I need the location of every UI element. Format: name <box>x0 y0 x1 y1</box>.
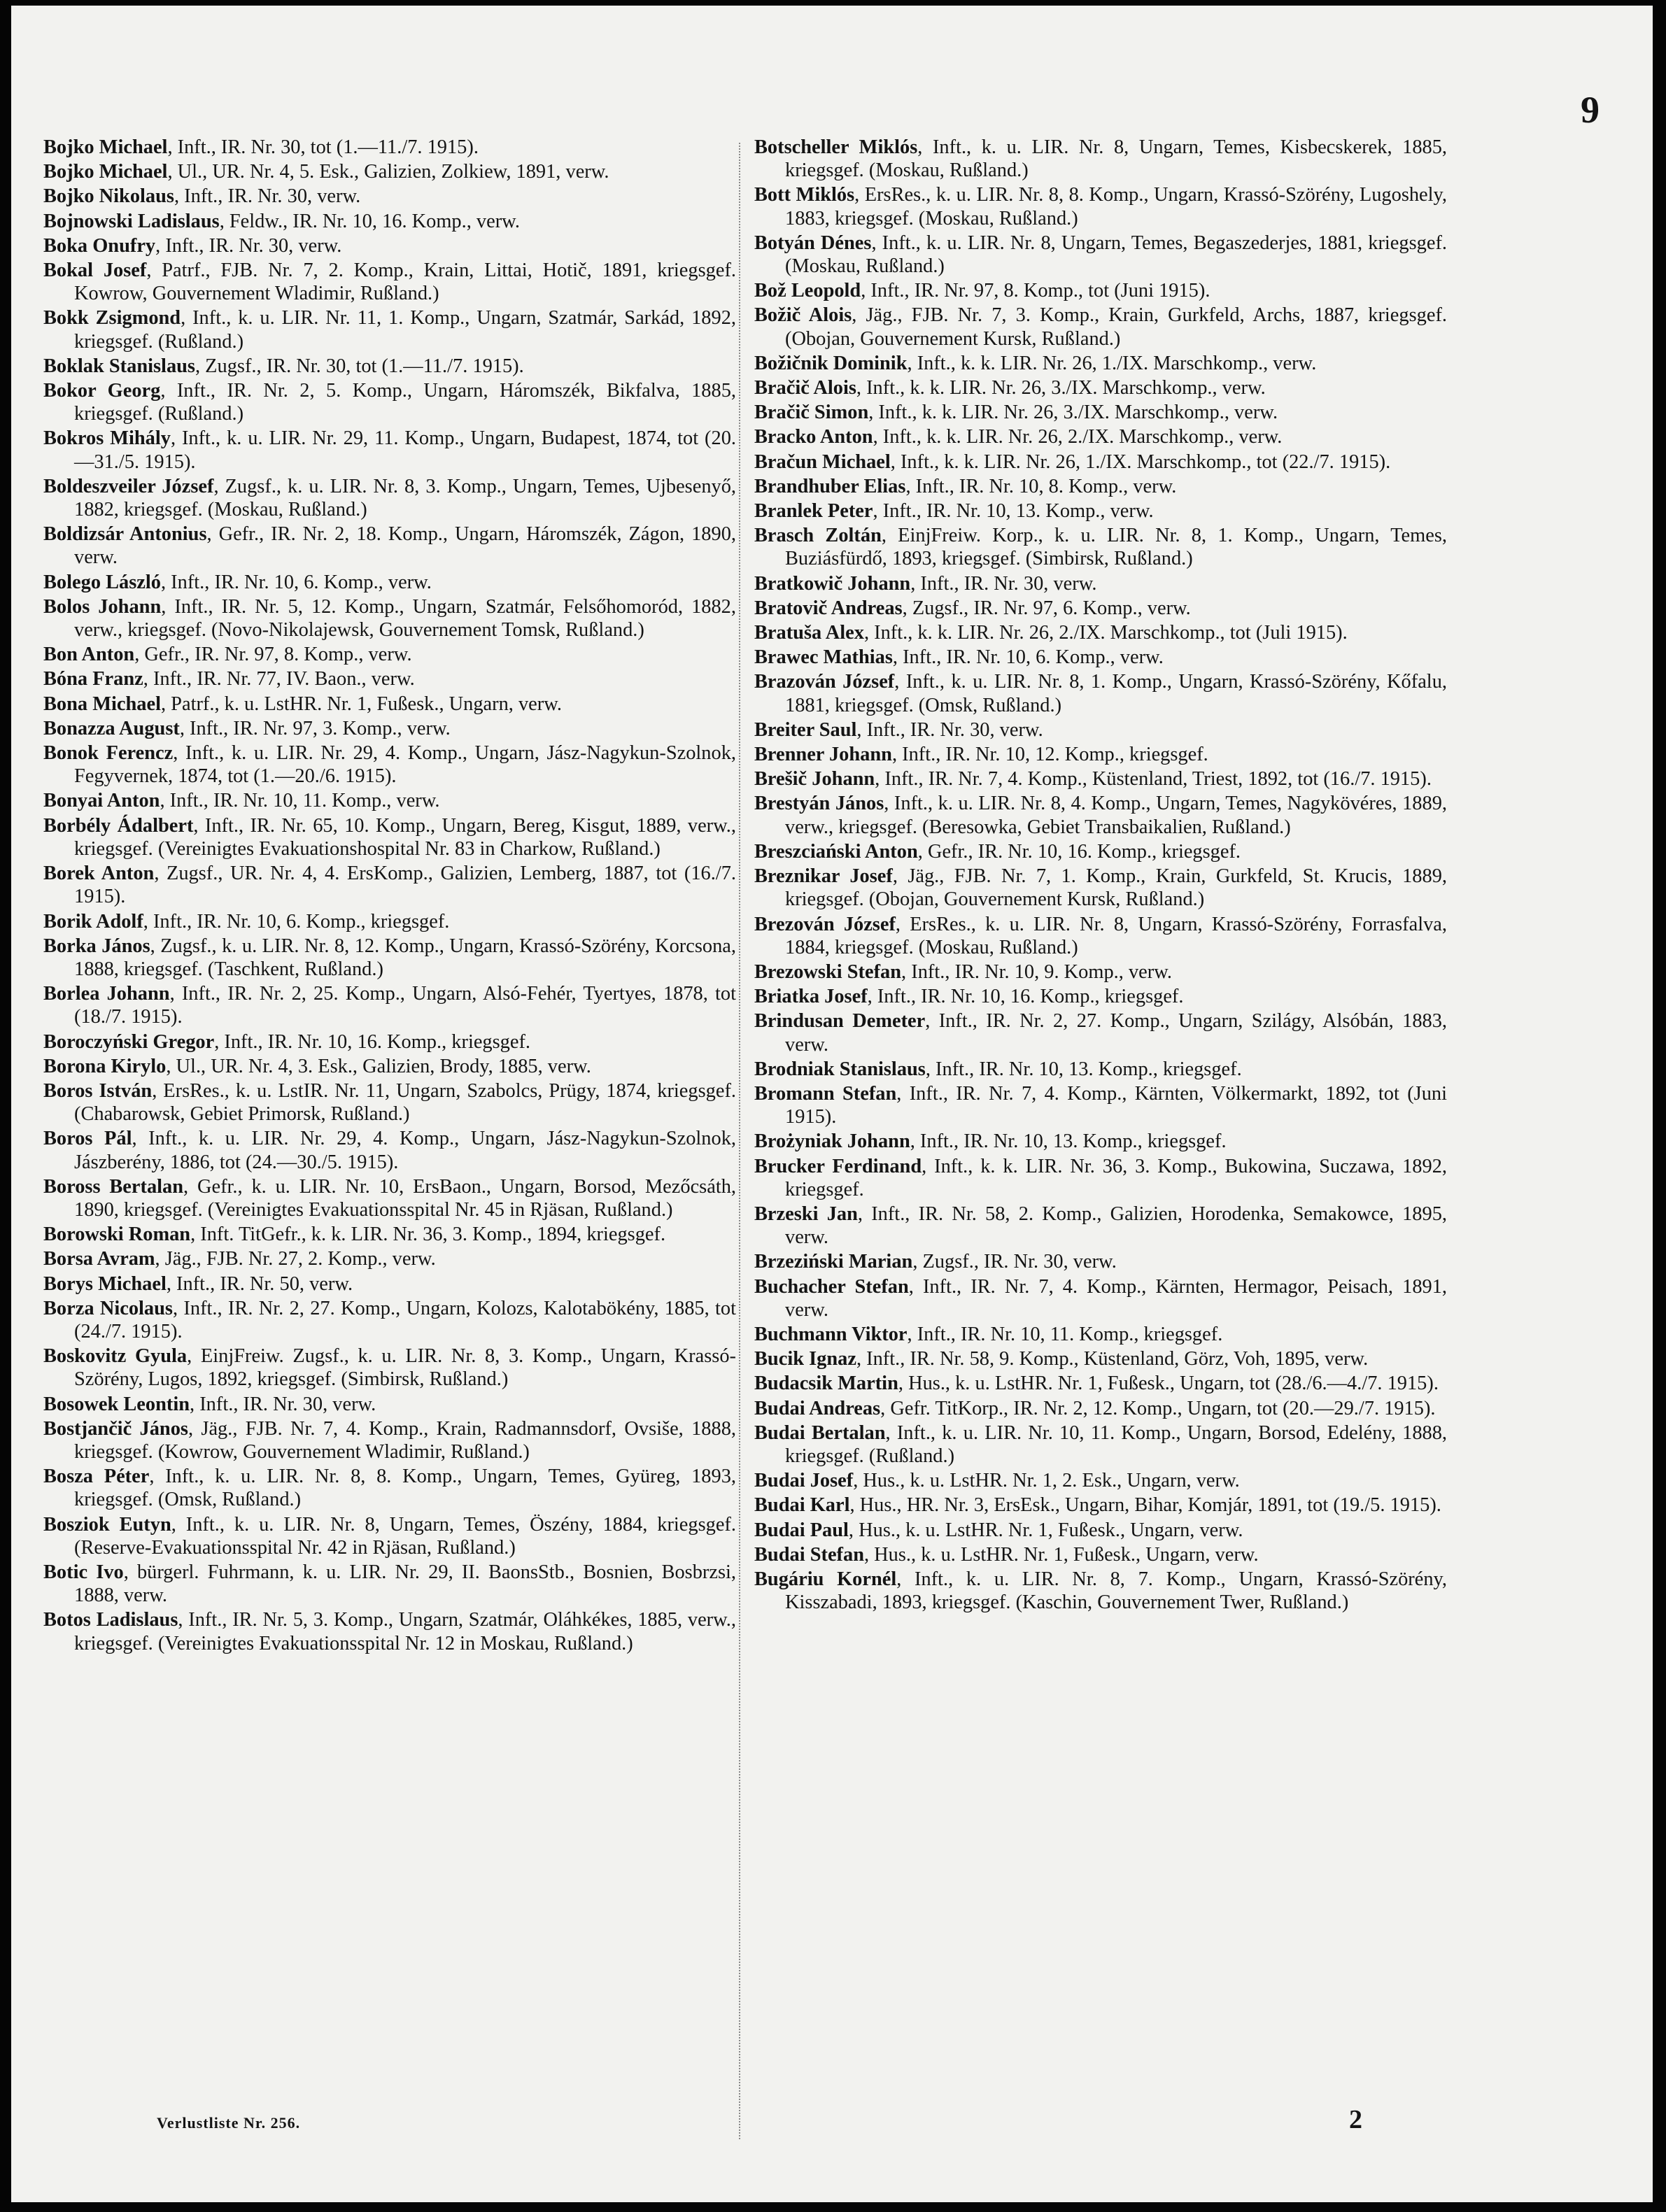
entry-name: Božič Alois <box>754 304 852 327</box>
entry-details: , Inft., IR. Nr. 30, verw. <box>155 234 342 257</box>
casualty-entry <box>43 1393 736 1416</box>
casualty-entry <box>754 597 1447 620</box>
casualty-entry <box>754 913 1447 959</box>
casualty-entry <box>754 670 1447 716</box>
entry-name: Bosziok Eutyn <box>43 1513 171 1536</box>
entry-name: Boroczyński Gregor <box>43 1030 215 1053</box>
entry-details: , Inft., IR. Nr. 30, verw. <box>910 572 1097 595</box>
column-divider <box>739 143 740 2139</box>
entry-details: , Jäg., FJB. Nr. 7, 4. Komp., Krain, Radmannsdorf, Ovsiše, 1888, kriegsgef. (Kowrow, Gouvernement Wladimir, Rußland.) <box>74 1417 736 1463</box>
entry-name: Bokal Josef <box>43 260 147 282</box>
entry-name: Bož Leopold <box>754 280 861 302</box>
entry-name: Bóna Franz <box>43 668 143 690</box>
entry-name: Bratuša Alex <box>754 622 864 644</box>
entry-name: Boklak Stanislaus <box>43 355 195 377</box>
casualty-entry <box>43 355 736 378</box>
casualty-entry <box>754 1323 1447 1346</box>
casualty-entry <box>754 524 1447 570</box>
casualty-entry <box>43 814 736 860</box>
entry-details: , Inft., IR. Nr. 7, 4. Komp., Küstenland, Triest, 1892, tot (16./7. 1915). <box>875 768 1432 790</box>
entry-name: Botyán Dénes <box>754 232 872 254</box>
document-page <box>11 6 1653 2202</box>
entry-details: , Zugsf., IR. Nr. 30, tot (1.—11./7. 1915). <box>195 355 524 377</box>
entry-details: , Inft., k. k. LIR. Nr. 26, 2./IX. Marschkomp., verw. <box>873 426 1283 448</box>
casualty-entry <box>43 1223 736 1246</box>
entry-name: Boka Onufry <box>43 234 156 257</box>
casualty-entry <box>43 643 736 666</box>
entry-details: , Inft., IR. Nr. 30, tot (1.—11./7. 1915). <box>167 136 479 158</box>
casualty-entry <box>43 1417 736 1463</box>
casualty-entry <box>43 1175 736 1221</box>
casualty-entry <box>754 792 1447 838</box>
casualty-entry <box>754 1397 1447 1420</box>
entry-name: Borowski Roman <box>43 1224 191 1246</box>
casualty-entry <box>754 475 1447 498</box>
entry-details: , Inft., k. k. LIR. Nr. 26, 2./IX. Marschkomp., tot (Juli 1915). <box>863 622 1348 644</box>
entry-details: , Inft., IR. Nr. 65, 10. Komp., Ungarn, Bereg, Kisgut, 1889, verw., kriegsgef. (Vereinigtes Evakuationshospital Nr. 83 in Charkow, Rußland.) <box>74 814 736 860</box>
entry-details: , Ul., UR. Nr. 4, 5. Esk., Galizien, Zolkiew, 1891, verw. <box>167 161 609 183</box>
entry-name: Borza Nicolaus <box>43 1297 173 1319</box>
casualty-entry <box>754 1009 1447 1056</box>
entry-name: Bojko Michael <box>43 136 168 158</box>
casualty-entry <box>43 1272 736 1296</box>
entry-details: , Hus., k. u. LstHR. Nr. 1, Fußesk., Ungarn, verw. <box>863 1543 1259 1566</box>
casualty-entry <box>43 1345 736 1391</box>
entry-details: , Inft., k. k. LIR. Nr. 36, 3. Komp., Bukowina, Suczawa, 1892, kriegsgef. <box>785 1155 1447 1200</box>
entry-details: , Inft., IR. Nr. 10, 9. Komp., verw. <box>901 960 1172 983</box>
entry-name: Bromann Stefan <box>754 1082 897 1105</box>
casualty-entry <box>754 1250 1447 1273</box>
casualty-entry <box>754 1543 1447 1566</box>
entry-name: Briatka Josef <box>754 986 868 1008</box>
casualty-entry <box>754 304 1447 350</box>
entry-name: Brawec Mathias <box>754 646 893 669</box>
entry-details: , Inft., IR. Nr. 7, 4. Komp., Kärnten, Hermagor, Peisach, 1891, verw. <box>785 1275 1448 1321</box>
casualty-entry <box>43 1297 736 1343</box>
casualty-entry <box>754 232 1447 278</box>
entry-details: , Inft., k. u. LIR. Nr. 8, Ungarn, Temes, Öszény, 1884, kriegsgef. (Reserve-Evakuationsspital Nr. 42 in Rjäsan, Rußland.) <box>74 1513 736 1559</box>
casualty-entry <box>43 717 736 740</box>
casualty-entry <box>754 183 1447 229</box>
entry-name: Bostjančič János <box>43 1417 188 1440</box>
entry-name: Borik Adolf <box>43 910 143 933</box>
casualty-entry <box>43 910 736 933</box>
entry-name: Bratovič Andreas <box>754 597 903 619</box>
entry-details: , Inft., k. u. LIR. Nr. 8, 4. Komp., Ungarn, Temes, Nagykövéres, 1889, verw., kriegsgef. (Beresowka, Gebiet Transbaikalien, Rußland.) <box>785 793 1447 838</box>
casualty-entry <box>754 572 1447 595</box>
entry-name: Breznikar Josef <box>754 865 893 888</box>
casualty-entry <box>754 401 1447 424</box>
casualty-entry <box>43 571 736 594</box>
entry-name: Bojnowski Ladislaus <box>43 210 220 232</box>
entry-name: Bracko Anton <box>754 426 873 448</box>
casualty-entry <box>754 376 1447 399</box>
entry-name: Boskovitz Gyula <box>43 1345 188 1368</box>
entry-details: , Inft., k. k. LIR. Nr. 26, 1./IX. Marschkomp., verw. <box>907 352 1317 374</box>
entry-details: , Feldw., IR. Nr. 10, 16. Komp., verw. <box>219 210 520 232</box>
entry-name: Breiter Saul <box>754 718 857 741</box>
entry-name: Borka János <box>43 935 150 957</box>
entry-details: , Inft., IR. Nr. 2, 25. Komp., Ungarn, Alsó-Fehér, Tyertyes, 1878, tot (18./7. 1915). <box>74 983 736 1028</box>
entry-details: , Inft., IR. Nr. 58, 9. Komp., Küstenland, Görz, Voh, 1895, verw. <box>856 1348 1369 1370</box>
entry-details: , Inft. TitGefr., k. k. LIR. Nr. 36, 3. Komp., 1894, kriegsgef. <box>190 1224 666 1246</box>
right-column <box>754 136 1447 1615</box>
entry-details: , bürgerl. Fuhrmann, k. u. LIR. Nr. 29, II. BaonsStb., Bosnien, Bosbrzsi, 1888, verw. <box>74 1561 736 1607</box>
casualty-entry <box>754 985 1447 1008</box>
entry-details: , Zugsf., k. u. LIR. Nr. 8, 12. Komp., Ungarn, Krassó-Szörény, Korcsona, 1888, kriegsgef. (Taschkent, Rußland.) <box>74 935 736 980</box>
entry-name: Brešič Johann <box>754 768 875 790</box>
entry-name: Boldizsár Antonius <box>43 523 207 546</box>
casualty-entry <box>43 935 736 981</box>
entry-name: Botos Ladislaus <box>43 1609 178 1631</box>
casualty-entry <box>43 427 736 473</box>
casualty-entry <box>754 451 1447 474</box>
casualty-entry <box>43 160 736 183</box>
entry-name: Bonazza August <box>43 717 180 739</box>
entry-name: Branlek Peter <box>754 500 873 523</box>
entry-name: Bokor Georg <box>43 380 161 402</box>
casualty-entry <box>754 1155 1447 1201</box>
signature-mark: 2 <box>1349 2105 1362 2134</box>
entry-details: , Zugsf., UR. Nr. 4, 4. ErsKomp., Galizien, Lemberg, 1887, tot (16./7. 1915). <box>74 863 736 908</box>
casualty-entry <box>43 1079 736 1126</box>
entry-details: , ErsRes., k. u. LIR. Nr. 8, 8. Komp., Ungarn, Krassó-Szörény, Lugoshely, 1883, kriegsgef. (Moskau, Rußland.) <box>785 184 1447 229</box>
casualty-entry <box>754 1058 1447 1081</box>
entry-details: , Inft., k. u. LIR. Nr. 8, 7. Komp., Ungarn, Krassó-Szörény, Kisszabadi, 1893, kriegsgef. (Kaschin, Gouvernement Twer, Rußland.) <box>785 1568 1447 1614</box>
left-column <box>43 136 736 1657</box>
casualty-entry <box>754 1347 1447 1370</box>
entry-details: , Hus., HR. Nr. 3, ErsEsk., Ungarn, Bihar, Komjár, 1891, tot (19./5. 1915). <box>849 1494 1441 1517</box>
entry-details: , Inft., IR. Nr. 97, 3. Komp., verw. <box>179 717 451 739</box>
entry-name: Bolego László <box>43 571 161 593</box>
entry-name: Brezowski Stefan <box>754 960 902 983</box>
entry-name: Borys Michael <box>43 1272 167 1295</box>
entry-name: Brezován József <box>754 913 896 935</box>
casualty-entry <box>43 1055 736 1078</box>
entry-name: Brzeski Jan <box>754 1203 858 1225</box>
entry-details: , Hus., k. u. LstHR. Nr. 1, Fußesk., Ungarn, verw. <box>848 1519 1243 1541</box>
entry-name: Bosza Péter <box>43 1466 150 1488</box>
entry-name: Borsa Avram <box>43 1248 155 1270</box>
entry-name: Brzeziński Marian <box>754 1251 913 1273</box>
casualty-entry <box>754 136 1447 182</box>
entry-details: , Inft., IR. Nr. 77, IV. Baon., verw. <box>143 668 415 690</box>
casualty-entry <box>754 767 1447 790</box>
entry-name: Borona Kirylo <box>43 1055 167 1077</box>
casualty-entry <box>754 1082 1447 1128</box>
entry-name: Bosowek Leontin <box>43 1393 190 1415</box>
footer-note: Verlustliste Nr. 256. <box>157 2114 301 2132</box>
entry-details: , Gefr., k. u. LIR. Nr. 10, ErsBaon., Ungarn, Borsod, Mezőcsáth, 1890, kriegsgef. (Vereinigtes Evakuationsspital Nr. 45 in Rjäsan, Rußland.) <box>74 1175 737 1221</box>
casualty-entry <box>43 789 736 812</box>
entry-name: Budai Paul <box>754 1519 849 1541</box>
entry-details: , Inft., IR. Nr. 10, 11. Komp., verw. <box>160 790 440 812</box>
casualty-entry <box>43 1247 736 1270</box>
entry-details: , Inft., IR. Nr. 10, 12. Komp., kriegsgef. <box>891 744 1208 766</box>
entry-details: , Patrf., k. u. LstHR. Nr. 1, Fußesk., Ungarn, verw. <box>160 693 562 715</box>
casualty-entry <box>43 259 736 305</box>
entry-name: Budai Josef <box>754 1470 854 1492</box>
entry-details: , Inft., IR. Nr. 10, 8. Komp., verw. <box>905 475 1177 497</box>
entry-details: , Inft., IR. Nr. 10, 6. Komp., kriegsgef. <box>143 910 450 933</box>
entry-details: , Inft., IR. Nr. 2, 27. Komp., Ungarn, Kolozs, Kalotabökény, 1885, tot (24./7. 1915). <box>74 1297 736 1342</box>
casualty-entry <box>754 1130 1447 1153</box>
entry-details: , Inft., IR. Nr. 10, 13. Komp., kriegsgef. <box>925 1058 1242 1080</box>
entry-details: , Inft., k. u. LIR. Nr. 8, Ungarn, Temes, Begaszederjes, 1881, kriegsgef. (Moskau, Rußland.) <box>785 232 1447 278</box>
entry-name: Boross Bertalan <box>43 1175 184 1198</box>
entry-details: , Inft., k. k. LIR. Nr. 26, 3./IX. Marschkomp., verw. <box>868 402 1278 424</box>
entry-name: Bonok Ferencz <box>43 742 174 765</box>
casualty-entry <box>754 1494 1447 1517</box>
entry-name: Bott Miklós <box>754 184 855 206</box>
casualty-entry <box>754 1469 1447 1492</box>
casualty-entry <box>43 595 736 641</box>
entry-name: Bratkowič Johann <box>754 572 911 595</box>
entry-details: , Inft., k. k. LIR. Nr. 26, 3./IX. Marschkomp., verw. <box>856 377 1266 399</box>
entry-details: , Inft., k. u. LIR. Nr. 8, 1. Komp., Ungarn, Krassó-Szörény, Kőfalu, 1881, kriegsgef. (Omsk, Rußland.) <box>785 671 1447 716</box>
entry-details: , Inft., IR. Nr. 2, 27. Komp., Ungarn, Szilágy, Alsóbán, 1883, verw. <box>785 1010 1447 1056</box>
casualty-entry <box>754 1422 1447 1468</box>
entry-name: Boldeszveiler József <box>43 475 214 497</box>
casualty-entry <box>43 523 736 569</box>
entry-details: , Inft., k. u. LIR. Nr. 8, 8. Komp., Ungarn, Temes, Gyüreg, 1893, kriegsgef. (Omsk, Rußland.) <box>74 1466 736 1511</box>
entry-details: , Inft., IR. Nr. 10, 16. Komp., kriegsgef. <box>214 1030 531 1053</box>
casualty-entry <box>754 646 1447 669</box>
casualty-entry <box>754 352 1447 375</box>
entry-name: Borlea Johann <box>43 983 170 1005</box>
casualty-entry <box>754 1519 1447 1542</box>
entry-details: , Jäg., FJB. Nr. 7, 1. Komp., Krain, Gurkfeld, St. Krucis, 1889, kriegsgef. (Obojan, Gouvernement Kursk, Rußland.) <box>785 865 1447 911</box>
entry-name: Boros István <box>43 1079 153 1102</box>
entry-name: Budacsik Martin <box>754 1373 898 1395</box>
casualty-entry <box>43 475 736 521</box>
casualty-entry <box>754 1372 1447 1395</box>
entry-name: Božičnik Dominik <box>754 352 908 374</box>
entry-details: , Inft., IR. Nr. 30, verw. <box>174 185 361 208</box>
casualty-entry <box>754 1203 1447 1249</box>
entry-name: Bonyai Anton <box>43 790 160 812</box>
entry-name: Brodniak Stanislaus <box>754 1058 926 1080</box>
casualty-entry <box>754 1275 1447 1321</box>
entry-name: Brożyniak Johann <box>754 1130 910 1153</box>
entry-details: , Jäg., FJB. Nr. 7, 3. Komp., Krain, Gurkfeld, Archs, 1887, kriegsgef. (Obojan, Gouvernement Kursk, Rußland.) <box>785 304 1447 350</box>
entry-name: Bračun Michael <box>754 451 891 473</box>
entry-details: , Inft., IR. Nr. 10, 16. Komp., kriegsgef. <box>867 986 1184 1008</box>
entry-details: , Patrf., FJB. Nr. 7, 2. Komp., Krain, Littai, Hotič, 1891, kriegsgef. Kowrow, Gouvernement Wladimir, Rußland.) <box>74 260 736 305</box>
casualty-entry <box>754 718 1447 742</box>
entry-name: Budai Stefan <box>754 1543 864 1566</box>
entry-details: , Hus., k. u. LstHR. Nr. 1, Fußesk., Ungarn, tot (28./6.—4./7. 1915). <box>898 1373 1439 1395</box>
page-number: 9 <box>1581 89 1600 131</box>
entry-details: , Inft., k. k. LIR. Nr. 26, 1./IX. Marschkomp., tot (22./7. 1915). <box>890 451 1391 473</box>
entry-name: Boros Pál <box>43 1128 132 1150</box>
casualty-entry <box>43 379 736 425</box>
casualty-entry <box>43 185 736 208</box>
entry-details: , Inft., IR. Nr. 5, 12. Komp., Ungarn, Szatmár, Felsőhomoród, 1882, verw., kriegsgef. (Novo-Nikolajewsk, Gouvernement Tomsk, Rußland.) <box>74 595 736 641</box>
entry-details: , Inft., IR. Nr. 97, 8. Komp., tot (Juni 1915). <box>861 280 1210 302</box>
entry-name: Bojko Michael <box>43 161 168 183</box>
entry-details: , Inft., IR. Nr. 10, 6. Komp., verw. <box>892 646 1164 669</box>
entry-details: , ErsRes., k. u. LIR. Nr. 8, Ungarn, Krassó-Szörény, Forrasfalva, 1884, kriegsgef. (Moskau, Rußland.) <box>785 913 1448 958</box>
entry-details: , Inft., IR. Nr. 58, 2. Komp., Galizien, Horodenka, Semakowce, 1895, verw. <box>785 1203 1447 1249</box>
casualty-entry <box>43 1465 736 1511</box>
casualty-entry <box>43 210 736 233</box>
entry-name: Bon Anton <box>43 644 135 666</box>
entry-details: , Hus., k. u. LstHR. Nr. 1, 2. Esk., Ungarn, verw. <box>853 1470 1240 1492</box>
entry-details: , Inft., IR. Nr. 2, 5. Komp., Ungarn, Háromszék, Bikfalva, 1885, kriegsgef. (Rußland.) <box>74 380 736 425</box>
casualty-entry <box>754 1568 1447 1614</box>
entry-details: , Inft., k. u. LIR. Nr. 11, 1. Komp., Ungarn, Szatmár, Sarkád, 1892, kriegsgef. (Rußland.) <box>74 307 736 353</box>
entry-details: , Inft., IR. Nr. 30, verw. <box>856 718 1043 741</box>
entry-details: , Inft., IR. Nr. 7, 4. Komp., Kärnten, Völkermarkt, 1892, tot (Juni 1915). <box>785 1082 1447 1128</box>
casualty-entry <box>43 136 736 159</box>
entry-details: , Gefr., IR. Nr. 97, 8. Komp., verw. <box>134 644 412 666</box>
casualty-entry <box>43 667 736 690</box>
entry-details: , Zugsf., IR. Nr. 30, verw. <box>912 1251 1117 1273</box>
casualty-entry <box>43 234 736 257</box>
entry-name: Bugáriu Kornél <box>754 1568 897 1590</box>
entry-details: , Ul., UR. Nr. 4, 3. Esk., Galizien, Brody, 1885, verw. <box>166 1055 591 1077</box>
casualty-entry <box>43 1608 736 1654</box>
entry-details: , Inft., IR. Nr. 30, verw. <box>190 1393 376 1415</box>
entry-details: , Gefr., IR. Nr. 10, 16. Komp., kriegsgef. <box>917 840 1241 863</box>
casualty-entry <box>754 743 1447 766</box>
entry-details: , ErsRes., k. u. LstIR. Nr. 11, Ungarn, Szabolcs, Prügy, 1874, kriegsgef. (Chabarowsk, Gebiet Primorsk, Rußland.) <box>74 1079 736 1126</box>
entry-details: , Inft., k. u. LIR. Nr. 29, 11. Komp., Ungarn, Budapest, 1874, tot (20.—31./5. 1915). <box>74 427 736 473</box>
entry-details: , EinjFreiw. Korp., k. u. LIR. Nr. 8, 1. Komp., Ungarn, Temes, Buziásfürdő, 1893, kriegsgef. (Simbirsk, Rußland.) <box>785 525 1447 570</box>
casualty-entry <box>43 1127 736 1173</box>
entry-name: Brucker Ferdinand <box>754 1155 922 1177</box>
entry-details: , EinjFreiw. Zugsf., k. u. LIR. Nr. 8, 3. Komp., Ungarn, Krassó-Szörény, Lugos, 1892, kriegsgef. (Simbirsk, Rußland.) <box>74 1345 736 1391</box>
entry-name: Botic Ivo <box>43 1561 124 1583</box>
entry-details: , Zugsf., IR. Nr. 97, 6. Komp., verw. <box>902 597 1191 619</box>
entry-details: , Jäg., FJB. Nr. 27, 2. Komp., verw. <box>155 1248 436 1270</box>
entry-details: , Inft., IR. Nr. 5, 3. Komp., Ungarn, Szatmár, Oláhkékes, 1885, verw., kriegsgef. (Vereinigtes Evakuationsspital Nr. 12 in Moskau, Rußland.) <box>74 1609 736 1654</box>
entry-details: , Inft., IR. Nr. 10, 13. Komp., kriegsgef. <box>910 1130 1227 1153</box>
entry-name: Breszciański Anton <box>754 840 918 863</box>
entry-details: , Inft., IR. Nr. 10, 6. Komp., verw. <box>160 571 432 593</box>
casualty-entry <box>43 862 736 908</box>
entry-details: , Gefr. TitKorp., IR. Nr. 2, 12. Komp., Ungarn, tot (20.—29./7. 1915). <box>880 1397 1436 1419</box>
casualty-entry <box>754 960 1447 984</box>
entry-name: Brazován József <box>754 671 895 693</box>
casualty-entry <box>754 499 1447 523</box>
entry-name: Bračič Alois <box>754 377 856 399</box>
entry-details: , Gefr., IR. Nr. 2, 18. Komp., Ungarn, Háromszék, Zágon, 1890, verw. <box>74 523 736 569</box>
entry-details: , Inft., IR. Nr. 50, verw. <box>166 1272 353 1295</box>
entry-name: Buchmann Viktor <box>754 1323 908 1345</box>
casualty-entry <box>754 865 1447 911</box>
entry-name: Bolos Johann <box>43 595 162 618</box>
entry-details: , Inft., IR. Nr. 10, 11. Komp., kriegsgef. <box>907 1323 1223 1345</box>
entry-name: Bucik Ignaz <box>754 1348 856 1370</box>
entry-name: Bona Michael <box>43 693 161 715</box>
entry-name: Bokros Mihály <box>43 427 171 450</box>
entry-name: Bračič Simon <box>754 402 869 424</box>
casualty-entry <box>754 621 1447 644</box>
entry-name: Bokk Zsigmond <box>43 307 181 329</box>
casualty-entry <box>754 840 1447 863</box>
entry-name: Brestyán János <box>754 793 884 815</box>
casualty-entry <box>43 693 736 716</box>
entry-details: , Zugsf., k. u. LIR. Nr. 8, 3. Komp., Ungarn, Temes, Ujbesenyő, 1882, kriegsgef. (Moskau, Rußland.) <box>74 475 736 521</box>
casualty-entry <box>43 982 736 1028</box>
entry-name: Brindusan Demeter <box>754 1010 926 1033</box>
entry-name: Brenner Johann <box>754 744 892 766</box>
entry-name: Brandhuber Elias <box>754 475 906 497</box>
casualty-entry <box>43 1561 736 1607</box>
casualty-entry <box>754 279 1447 302</box>
casualty-entry <box>43 742 736 788</box>
entry-name: Buchacher Stefan <box>754 1275 909 1298</box>
entry-name: Borek Anton <box>43 863 155 885</box>
entry-name: Budai Bertalan <box>754 1422 886 1444</box>
entry-name: Brasch Zoltán <box>754 525 882 547</box>
entry-details: , Inft., k. u. LIR. Nr. 29, 4. Komp., Ungarn, Jász-Nagykun-Szolnok, Fegyvernek, 1874, tot (1.—20./6. 1915). <box>74 742 736 788</box>
casualty-entry <box>43 306 736 353</box>
entry-name: Borbély Ádalbert <box>43 814 194 837</box>
casualty-entry <box>43 1513 736 1559</box>
entry-name: Budai Karl <box>754 1494 850 1517</box>
entry-name: Bojko Nikolaus <box>43 185 174 208</box>
entry-details: , Inft., IR. Nr. 10, 13. Komp., verw. <box>873 500 1154 523</box>
entry-details: , Inft., k. u. LIR. Nr. 8, Ungarn, Temes, Kisbecskerek, 1885, kriegsgef. (Moskau, Rußland.) <box>785 136 1447 182</box>
entry-details: , Inft., k. u. LIR. Nr. 10, 11. Komp., Ungarn, Borsod, Edelény, 1888, kriegsgef. (Rußland.) <box>785 1422 1447 1467</box>
casualty-entry <box>43 1030 736 1054</box>
entry-name: Botscheller Miklós <box>754 136 918 158</box>
entry-name: Budai Andreas <box>754 1397 881 1419</box>
casualty-entry <box>754 425 1447 448</box>
entry-details: , Inft., k. u. LIR. Nr. 29, 4. Komp., Ungarn, Jász-Nagykun-Szolnok, Jászberény, 1886, tot (24.—30./5. 1915). <box>74 1128 736 1173</box>
